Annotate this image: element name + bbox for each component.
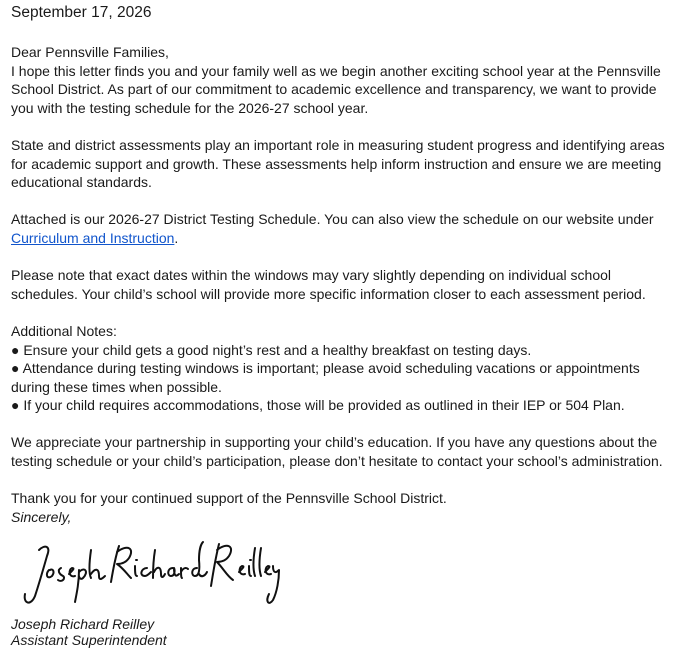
attached-paragraph <box>11 210 679 247</box>
attached-period: . <box>174 229 179 246</box>
thanks-line: Thank you for your continued support of the Pennsville School District. <box>11 490 447 507</box>
note-item: ● Attendance during testing windows is important; please avoid scheduling vacations or appointments during these times when possible. <box>11 360 640 395</box>
signer-name: Joseph Richard Reilley <box>11 616 155 633</box>
attached-text: Attached is our 2026-27 District Testing Schedule. You can also view the schedule on our website under <box>11 211 654 228</box>
salutation: Dear Pennsville Families, <box>11 44 169 60</box>
dates-note-paragraph: Please note that exact dates within the windows may vary slightly depending on individual school schedules. Your child’s school will provide more specific information closer to each assessment period. <box>11 267 646 302</box>
assessments-paragraph: State and district assessments play an important role in measuring student progress and identifying areas for academic support and growth. These assessments help inform instruction and ensure we are meeting educational standards. <box>11 136 665 191</box>
signer-title: Assistant Superintendent <box>11 632 167 649</box>
handwritten-signature <box>11 530 679 616</box>
letter <box>11 3 679 648</box>
closing: Sincerely, <box>11 508 72 525</box>
appreciation-paragraph: We appreciate your partnership in supporting your child’s education. If you have any questions about the testing schedule or your child’s participation, please don’t hesitate to contact your school’s administration. <box>11 434 663 470</box>
intro-paragraph: I hope this letter finds you and your family well as we begin another exciting school year at the Pennsville School District. As part of our commitment to academic excellence and transparency, we want to provide you with the testing schedule for the 2026-27 school year. <box>11 62 661 116</box>
note-item: ● Ensure your child gets a good night’s rest and a healthy breakfast on testing days. <box>11 341 532 358</box>
signature-image <box>17 530 273 612</box>
curriculum-link[interactable]: Curriculum and Instruction <box>11 229 175 246</box>
letter-date: September 17, 2026 <box>11 4 152 21</box>
note-item: ● If your child requires accommodations, those will be provided as outlined in their IEP or 504 Plan. <box>11 397 625 414</box>
notes-heading: Additional Notes: <box>11 322 117 339</box>
